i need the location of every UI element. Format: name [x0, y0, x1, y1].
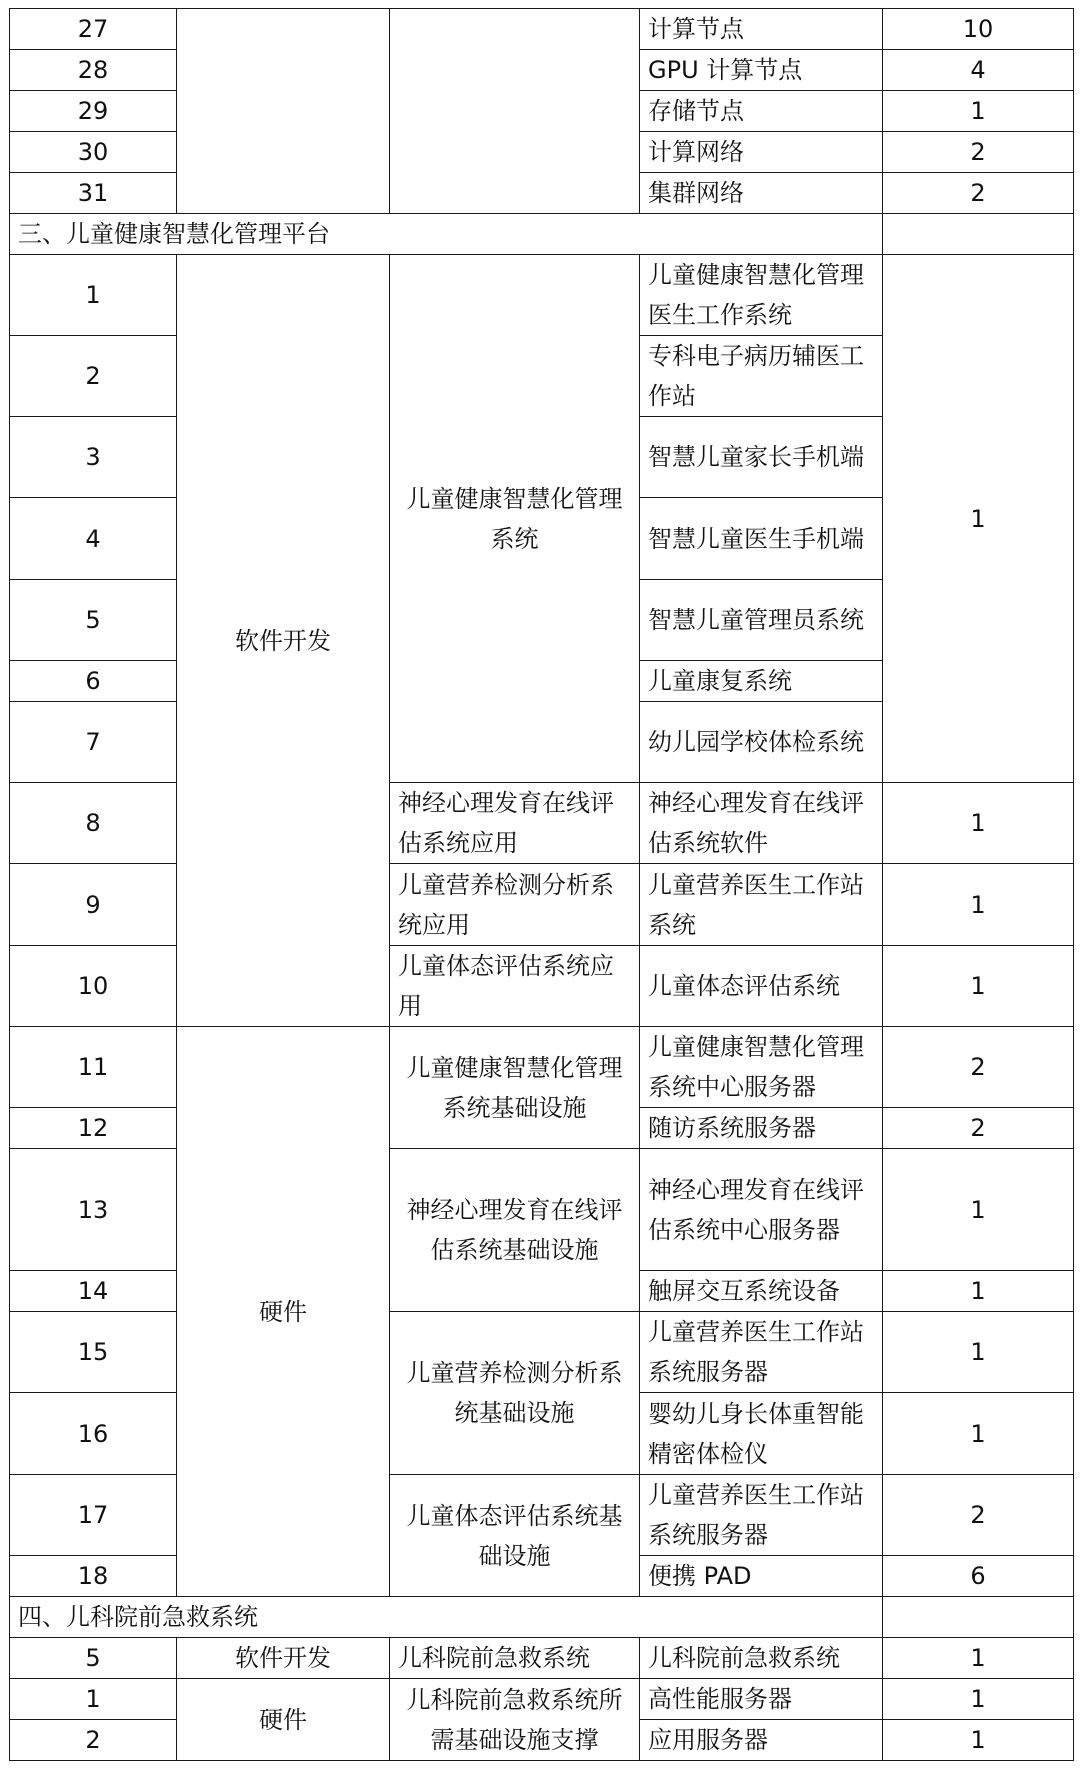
system-cell: [390, 9, 640, 214]
row-number: 4: [10, 498, 177, 580]
quantity: 1: [883, 864, 1074, 946]
quantity: 2: [883, 173, 1074, 214]
section-header-row: [10, 1597, 1074, 1638]
category-cell: [177, 9, 390, 214]
system-name: 儿童体态评估系统应用: [390, 946, 640, 1027]
section-title: 四、儿科院前急救系统: [10, 1597, 883, 1638]
item-name: 神经心理发育在线评估系统中心服务器: [640, 1149, 883, 1271]
table-row: [10, 783, 1074, 864]
item-name: GPU 计算节点: [640, 50, 883, 91]
quantity: 1: [883, 1679, 1074, 1720]
system-name: 神经心理发育在线评估系统基础设施: [390, 1149, 640, 1312]
table-row: [10, 1312, 1074, 1393]
item-name: 高性能服务器: [640, 1679, 883, 1720]
item-name: 集群网络: [640, 173, 883, 214]
row-number: 13: [10, 1149, 177, 1271]
row-number: 2: [10, 1720, 177, 1761]
item-name: 幼儿园学校体检系统: [640, 702, 883, 783]
system-name: 儿科院前急救系统: [390, 1638, 640, 1679]
empty-cell: [883, 1597, 1074, 1638]
item-name: 儿童营养医生工作站系统: [640, 864, 883, 946]
row-number: 9: [10, 864, 177, 946]
item-name: 存储节点: [640, 91, 883, 132]
row-number: 31: [10, 173, 177, 214]
table-row: [10, 1638, 1074, 1679]
quantity: 2: [883, 1108, 1074, 1149]
quantity: 1: [883, 1638, 1074, 1679]
section-header-row: [10, 214, 1074, 255]
system-name: 儿科院前急救系统所需基础设施支撑: [390, 1679, 640, 1761]
item-name: 随访系统服务器: [640, 1108, 883, 1149]
system-name: 儿童营养检测分析系统应用: [390, 864, 640, 946]
row-number: 27: [10, 9, 177, 50]
row-number: 18: [10, 1556, 177, 1597]
quantity: 1: [883, 1312, 1074, 1393]
item-name: 儿童体态评估系统: [640, 946, 883, 1027]
row-number: 14: [10, 1271, 177, 1312]
table-row: [10, 864, 1074, 946]
equipment-table: [9, 8, 1074, 1761]
quantity: 1: [883, 1271, 1074, 1312]
row-number: 5: [10, 1638, 177, 1679]
section-title: 三、儿童健康智慧化管理平台: [10, 214, 883, 255]
row-number: 1: [10, 255, 177, 336]
system-name: 儿童营养检测分析系统基础设施: [390, 1312, 640, 1475]
row-number: 6: [10, 661, 177, 702]
table-row: [10, 1027, 1074, 1108]
quantity: 10: [883, 9, 1074, 50]
quantity: 1: [883, 91, 1074, 132]
item-name: 便携 PAD: [640, 1556, 883, 1597]
row-number: 2: [10, 336, 177, 417]
item-name: 专科电子病历辅医工作站: [640, 336, 883, 417]
item-name: 儿童营养医生工作站系统服务器: [640, 1312, 883, 1393]
quantity: 1: [883, 1393, 1074, 1475]
item-name: 计算网络: [640, 132, 883, 173]
item-name: 儿童营养医生工作站系统服务器: [640, 1475, 883, 1556]
item-name: 智慧儿童家长手机端: [640, 417, 883, 498]
quantity: 4: [883, 50, 1074, 91]
row-number: 29: [10, 91, 177, 132]
system-name: 儿童健康智慧化管理系统: [390, 255, 640, 783]
quantity: 6: [883, 1556, 1074, 1597]
category-software: 软件开发: [177, 1638, 390, 1679]
quantity: 1: [883, 1149, 1074, 1271]
quantity: 1: [883, 783, 1074, 864]
system-name: 儿童体态评估系统基础设施: [390, 1475, 640, 1597]
row-number: 11: [10, 1027, 177, 1108]
quantity: 1: [883, 1720, 1074, 1761]
item-name: 儿童健康智慧化管理医生工作系统: [640, 255, 883, 336]
category-hardware: 硬件: [177, 1027, 390, 1597]
category-software: 软件开发: [177, 255, 390, 1027]
table-row: [10, 1679, 1074, 1720]
category-hardware: 硬件: [177, 1679, 390, 1761]
row-number: 16: [10, 1393, 177, 1475]
item-name: 智慧儿童医生手机端: [640, 498, 883, 580]
quantity: 1: [883, 255, 1074, 783]
system-name: 神经心理发育在线评估系统应用: [390, 783, 640, 864]
row-number: 17: [10, 1475, 177, 1556]
row-number: 5: [10, 580, 177, 661]
row-number: 15: [10, 1312, 177, 1393]
quantity: 1: [883, 946, 1074, 1027]
system-name: 儿童健康智慧化管理系统基础设施: [390, 1027, 640, 1149]
quantity: 2: [883, 1027, 1074, 1108]
item-name: 触屏交互系统设备: [640, 1271, 883, 1312]
row-number: 28: [10, 50, 177, 91]
item-name: 儿科院前急救系统: [640, 1638, 883, 1679]
row-number: 12: [10, 1108, 177, 1149]
row-number: 10: [10, 946, 177, 1027]
quantity: 2: [883, 1475, 1074, 1556]
row-number: 30: [10, 132, 177, 173]
empty-cell: [883, 214, 1074, 255]
item-name: 计算节点: [640, 9, 883, 50]
table-row: [10, 9, 1074, 50]
item-name: 儿童健康智慧化管理系统中心服务器: [640, 1027, 883, 1108]
item-name: 神经心理发育在线评估系统软件: [640, 783, 883, 864]
row-number: 7: [10, 702, 177, 783]
table-row: [10, 946, 1074, 1027]
row-number: 1: [10, 1679, 177, 1720]
row-number: 8: [10, 783, 177, 864]
table-row: [10, 1475, 1074, 1556]
row-number: 3: [10, 417, 177, 498]
item-name: 婴幼儿身长体重智能精密体检仪: [640, 1393, 883, 1475]
quantity: 2: [883, 132, 1074, 173]
item-name: 儿童康复系统: [640, 661, 883, 702]
item-name: 应用服务器: [640, 1720, 883, 1761]
table-row: [10, 1149, 1074, 1271]
table-row: [10, 255, 1074, 336]
item-name: 智慧儿童管理员系统: [640, 580, 883, 661]
